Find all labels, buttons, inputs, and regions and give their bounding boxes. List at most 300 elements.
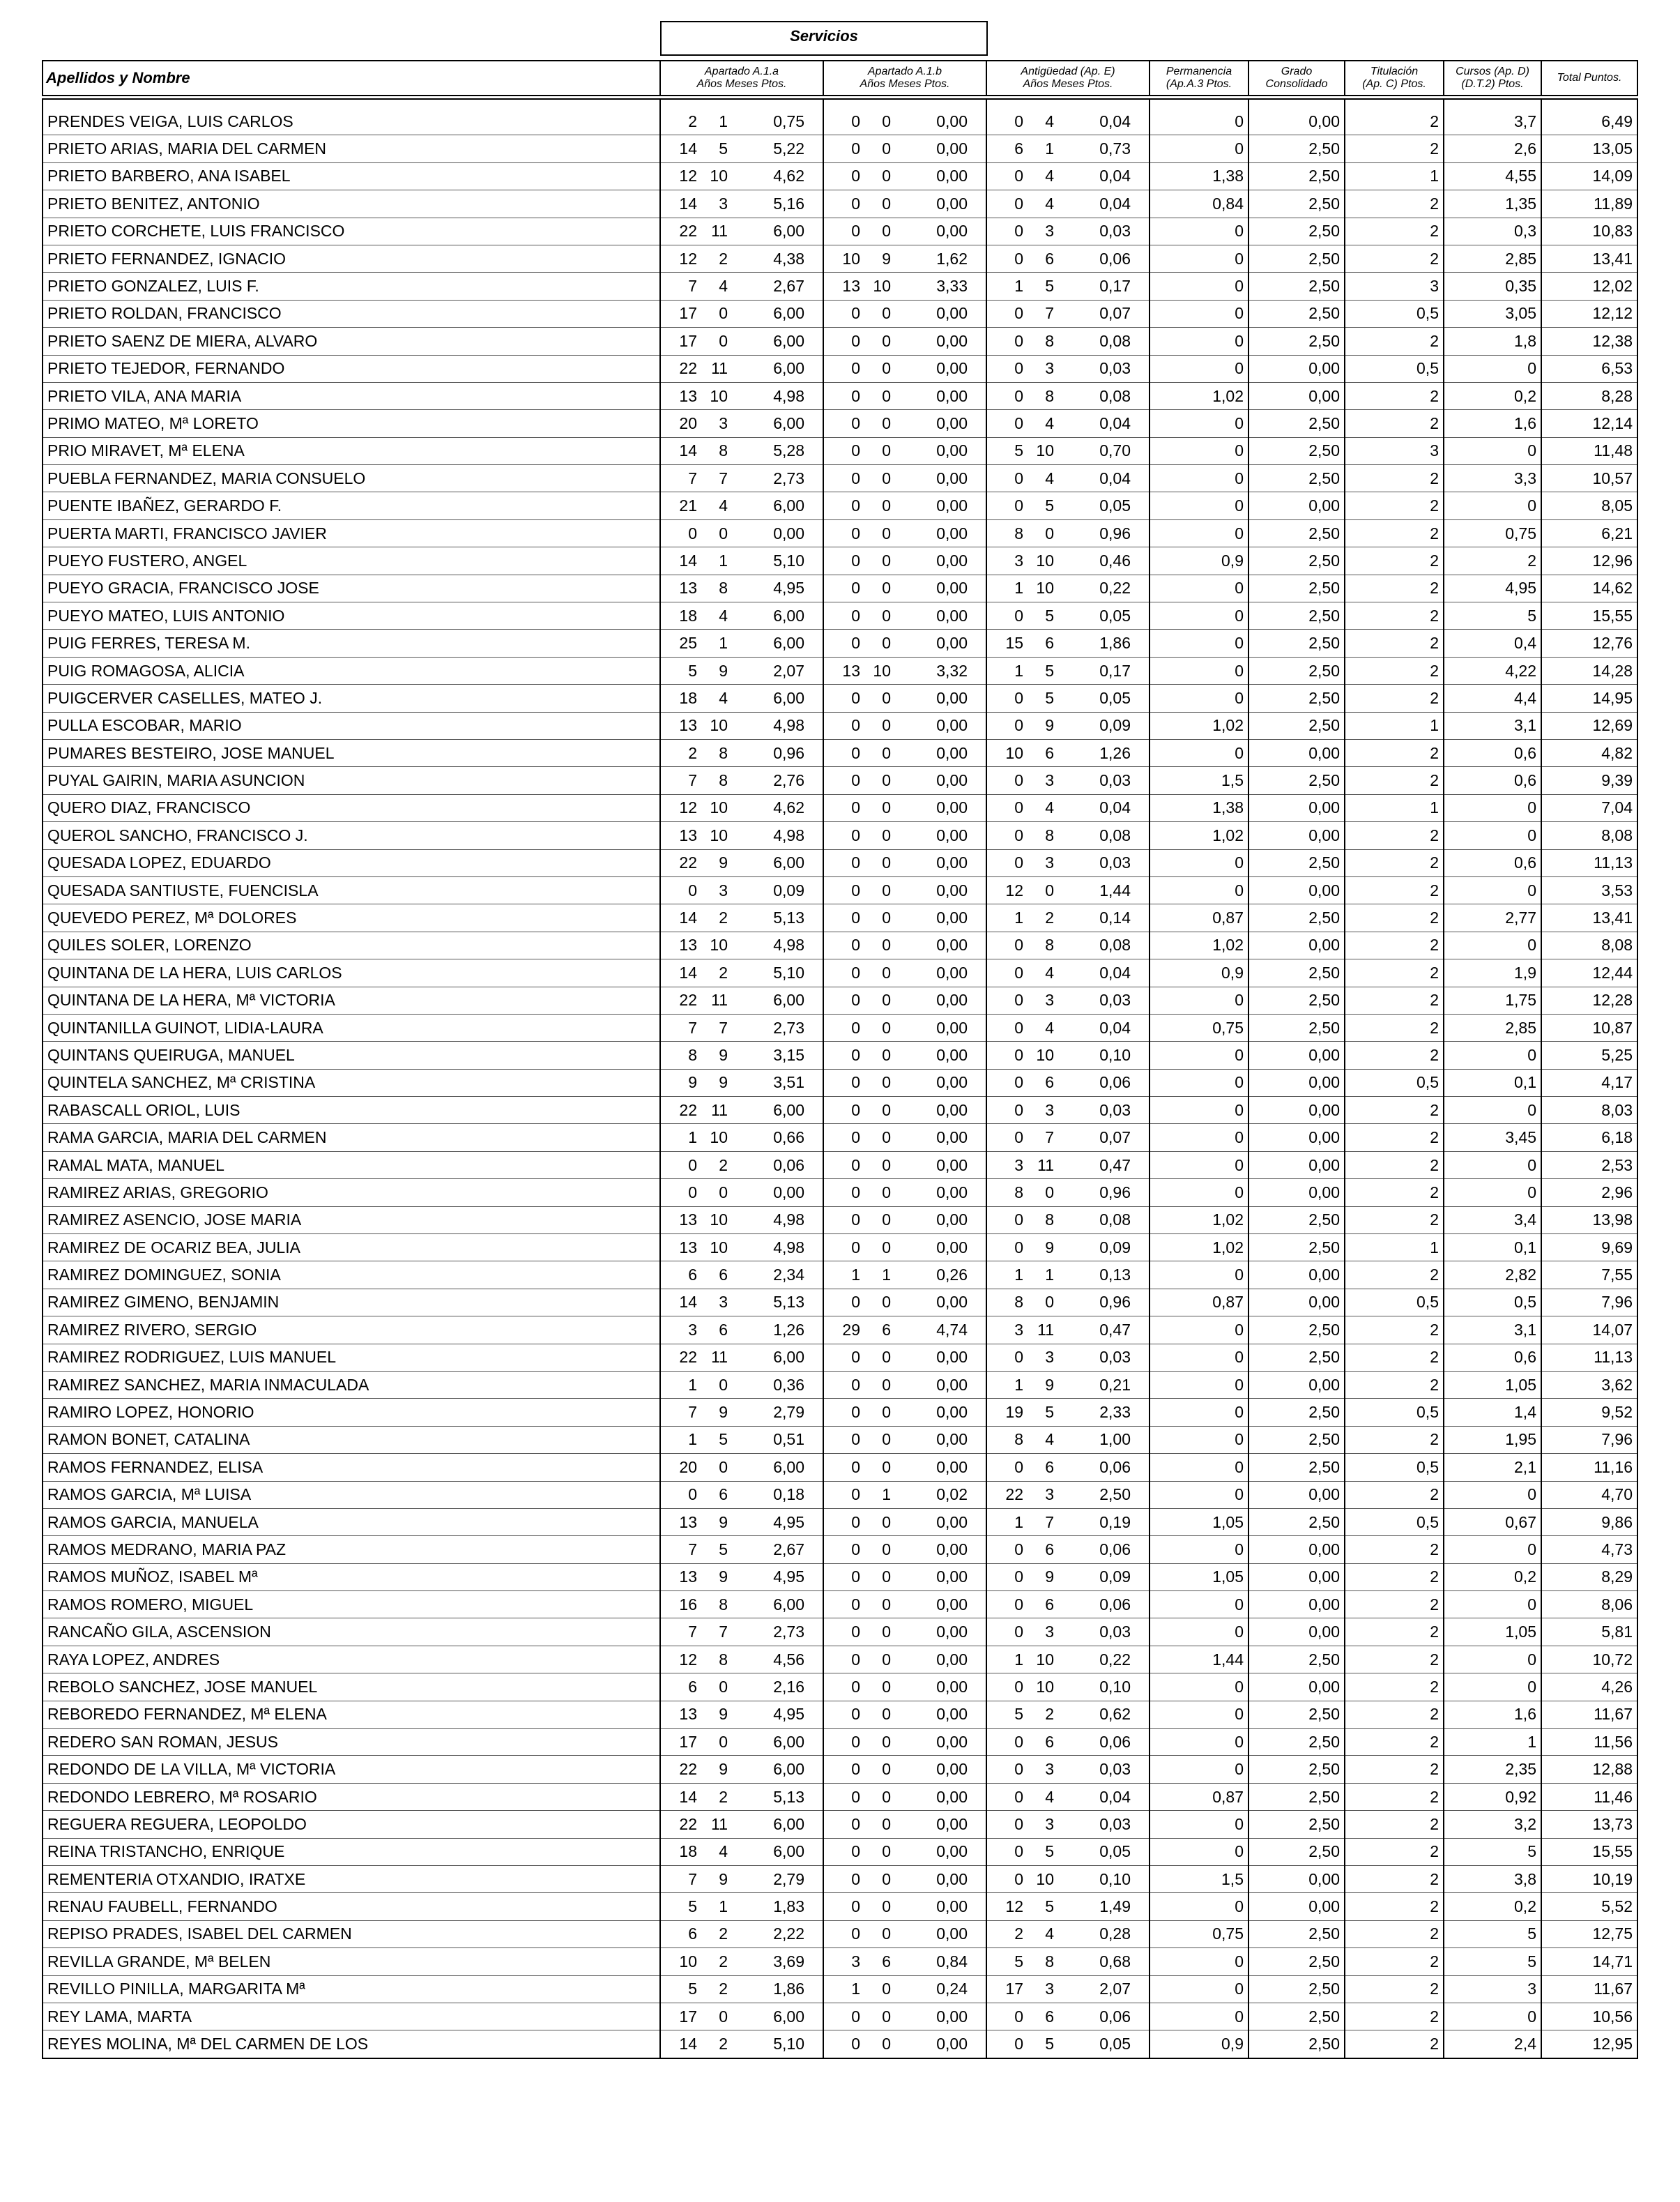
cell-antig-points: 0,70 [1099, 441, 1131, 460]
table-row [43, 1316, 1637, 1344]
cell-a1b-points: 0,00 [936, 1842, 968, 1861]
cell-name: REMENTERIA OTXANDIO, IRATXE [43, 1866, 660, 1893]
cell-titul: 2 [1345, 1536, 1444, 1563]
cell-a1a-months: 0 [719, 1375, 728, 1394]
cell-grado: 2,50 [1248, 2030, 1345, 2058]
cell-titul: 2 [1345, 1042, 1444, 1069]
cell-antig [986, 1563, 1150, 1590]
cell-a1b [823, 1563, 986, 1590]
cell-a1a-months: 9 [719, 1705, 728, 1724]
table-row [43, 1151, 1637, 1178]
table-row [43, 1811, 1637, 1838]
cell-cursos: 0 [1444, 876, 1541, 904]
cell-name: PRIETO ARIAS, MARIA DEL CARMEN [43, 135, 660, 162]
cell-a1b [823, 876, 986, 904]
table-row [43, 1508, 1637, 1535]
cell-a1b-years: 3 [851, 1952, 860, 1971]
cell-a1a [660, 108, 823, 135]
cell-grado: 0,00 [1248, 382, 1345, 409]
cell-a1b-points: 0,00 [936, 743, 968, 762]
cell-a1b-points: 0,00 [936, 1155, 968, 1174]
cell-antig-points: 0,04 [1099, 1787, 1131, 1806]
cell-grado: 2,50 [1248, 987, 1345, 1014]
cell-a1a [660, 355, 823, 382]
cell-antig-years: 5 [1014, 441, 1023, 460]
cell-antig-points: 0,47 [1099, 1320, 1131, 1339]
cell-grado: 2,50 [1248, 1206, 1345, 1233]
cell-antig-years: 0 [1014, 2007, 1023, 2026]
cell-a1b-months: 0 [882, 2007, 891, 2026]
cell-perm: 1,5 [1150, 767, 1248, 794]
cell-a1a-months: 2 [719, 2035, 728, 2053]
cell-a1b-points: 0,00 [936, 331, 968, 350]
cell-a1a [660, 1920, 823, 1947]
cell-a1a-months: 4 [719, 688, 728, 707]
cell-perm: 0 [1150, 1261, 1248, 1289]
cell-a1b-months: 0 [882, 1430, 891, 1449]
cell-a1a-years: 2 [688, 112, 697, 130]
cell-a1a [660, 1454, 823, 1481]
cell-perm: 0 [1150, 739, 1248, 766]
cell-titul: 0,5 [1345, 300, 1444, 327]
cell-a1a-years: 0 [688, 1485, 697, 1504]
cell-a1b [823, 1371, 986, 1398]
cell-a1b-months: 0 [882, 936, 891, 955]
cell-grado: 0,00 [1248, 739, 1345, 766]
table-row [43, 1756, 1637, 1783]
cell-antig-years: 3 [1014, 551, 1023, 570]
cell-antig-points: 0,09 [1099, 1238, 1131, 1256]
cell-grado: 2,50 [1248, 135, 1345, 162]
cell-a1b-years: 0 [851, 606, 860, 625]
cell-titul: 2 [1345, 1591, 1444, 1618]
cell-total: 4,26 [1541, 1673, 1637, 1701]
cell-a1b-points: 0,00 [936, 1128, 968, 1147]
cell-antig [986, 1426, 1150, 1453]
cell-a1a-years: 7 [688, 469, 697, 487]
table-row [43, 300, 1637, 327]
table-row [43, 575, 1637, 602]
cell-antig-points: 0,08 [1099, 386, 1131, 405]
cell-a1b-points: 0,00 [936, 1732, 968, 1751]
cell-total: 12,44 [1541, 959, 1637, 987]
cell-antig [986, 822, 1150, 849]
cell-name: RAMOS ROMERO, MIGUEL [43, 1591, 660, 1618]
cell-cursos: 0,75 [1444, 519, 1541, 547]
cell-name: REDONDO DE LA VILLA, Mª VICTORIA [43, 1756, 660, 1783]
cell-name: PRIETO TEJEDOR, FERNANDO [43, 355, 660, 382]
cell-a1b-points: 0,00 [936, 1348, 968, 1367]
cell-antig-years: 22 [1005, 1485, 1023, 1504]
cell-a1b-points: 0,00 [936, 112, 968, 130]
cell-a1b-years: 0 [851, 1045, 860, 1064]
cell-a1b-months: 0 [882, 1100, 891, 1119]
cell-perm: 0 [1150, 108, 1248, 135]
cell-antig-years: 0 [1014, 112, 1023, 130]
cell-antig-years: 0 [1014, 1760, 1023, 1779]
cell-a1a-points: 4,98 [773, 716, 804, 735]
cell-grado: 0,00 [1248, 1563, 1345, 1590]
cell-a1a-points: 5,22 [773, 139, 804, 158]
table-row [43, 245, 1637, 272]
cell-antig [986, 1729, 1150, 1756]
cell-a1b-months: 0 [882, 606, 891, 625]
cell-total: 10,72 [1541, 1646, 1637, 1673]
cell-antig-years: 0 [1014, 249, 1023, 268]
cell-antig-points: 0,10 [1099, 1677, 1131, 1696]
cell-a1b-years: 0 [851, 1760, 860, 1779]
cell-perm: 0 [1150, 1069, 1248, 1096]
cell-a1a-points: 4,98 [773, 1238, 804, 1256]
cell-a1a [660, 1729, 823, 1756]
cell-a1b-months: 0 [882, 1512, 891, 1531]
cell-a1b-points: 0,00 [936, 936, 968, 955]
cell-a1b-points: 0,00 [936, 826, 968, 844]
cell-a1a-points: 4,62 [773, 167, 804, 185]
cell-perm: 0 [1150, 1042, 1248, 1069]
cell-a1a [660, 932, 823, 959]
cell-perm: 1,44 [1150, 1646, 1248, 1673]
cell-a1b [823, 245, 986, 272]
cell-cursos: 0,35 [1444, 273, 1541, 300]
cell-perm: 0 [1150, 1756, 1248, 1783]
cell-a1a-years: 14 [679, 441, 697, 460]
cell-a1a-points: 6,00 [773, 1814, 804, 1833]
cell-name: RENAU FAUBELL, FERNANDO [43, 1893, 660, 1920]
cell-a1a [660, 657, 823, 684]
cell-a1a-points: 3,15 [773, 1045, 804, 1064]
cell-a1a-points: 2,67 [773, 1540, 804, 1558]
cell-antig-years: 3 [1014, 1155, 1023, 1174]
table-row [43, 1014, 1637, 1041]
cell-antig-years: 0 [1014, 936, 1023, 955]
cell-antig [986, 410, 1150, 437]
cell-a1b-points: 0,02 [936, 1485, 968, 1504]
cell-name: RAMIREZ SANCHEZ, MARIA INMACULADA [43, 1371, 660, 1398]
cell-a1a [660, 739, 823, 766]
cell-antig-years: 1 [1014, 579, 1023, 598]
cell-a1a-months: 2 [719, 1980, 728, 1998]
cell-a1b-years: 0 [851, 743, 860, 762]
cell-a1a-months: 4 [719, 496, 728, 515]
cell-name: RANCAÑO GILA, ASCENSION [43, 1618, 660, 1646]
col-cursos-header: Cursos (Ap. D) (D.T.2) Ptos. [1444, 61, 1541, 98]
cell-a1a [660, 1124, 823, 1151]
cell-titul: 2 [1345, 1646, 1444, 1673]
cell-perm: 0 [1150, 1893, 1248, 1920]
header-row [43, 61, 1637, 98]
cell-a1b-months: 0 [882, 1842, 891, 1861]
table-row [43, 822, 1637, 849]
cell-antig-years: 0 [1014, 496, 1023, 515]
cell-antig-years: 0 [1014, 1677, 1023, 1696]
cell-antig-months: 1 [1045, 1266, 1054, 1284]
cell-a1a-points: 6,00 [773, 359, 804, 378]
cell-a1a-years: 6 [688, 1266, 697, 1284]
cell-a1a-months: 8 [719, 1650, 728, 1669]
table-row [43, 1701, 1637, 1728]
cell-grado: 2,50 [1248, 1838, 1345, 1865]
cell-antig-years: 0 [1014, 2035, 1023, 2053]
table-row [43, 1289, 1637, 1316]
cell-a1b-years: 0 [851, 1650, 860, 1669]
cell-a1a [660, 904, 823, 932]
cell-a1a-points: 6,00 [773, 1760, 804, 1779]
cell-a1a [660, 575, 823, 602]
cell-a1a [660, 1866, 823, 1893]
cell-antig-months: 5 [1045, 277, 1054, 296]
cell-perm: 0,87 [1150, 1783, 1248, 1810]
cell-a1a-years: 13 [679, 826, 697, 844]
cell-a1a [660, 685, 823, 712]
cell-antig-points: 0,03 [1099, 991, 1131, 1010]
cell-antig-months: 3 [1045, 853, 1054, 872]
cell-grado: 2,50 [1248, 575, 1345, 602]
cell-cursos: 0 [1444, 1151, 1541, 1178]
cell-a1a-points: 0,36 [773, 1375, 804, 1394]
cell-a1b-years: 0 [851, 1403, 860, 1422]
cell-grado: 2,50 [1248, 767, 1345, 794]
cell-titul: 1 [1345, 1234, 1444, 1261]
cell-a1a-years: 14 [679, 139, 697, 158]
cell-antig-years: 0 [1014, 771, 1023, 790]
cell-a1b-years: 0 [851, 634, 860, 653]
cell-antig [986, 1536, 1150, 1563]
cell-a1b-months: 1 [882, 1485, 891, 1504]
cell-antig-months: 3 [1045, 1814, 1054, 1833]
cell-perm: 0 [1150, 1097, 1248, 1124]
cell-total: 11,56 [1541, 1729, 1637, 1756]
cell-antig-months: 5 [1045, 606, 1054, 625]
cell-perm: 0 [1150, 355, 1248, 382]
cell-total: 8,29 [1541, 1563, 1637, 1590]
col-grado-header: Grado Consolidado [1248, 61, 1345, 98]
cell-a1b-points: 0,00 [936, 798, 968, 817]
cell-perm: 0 [1150, 218, 1248, 245]
cell-a1b-months: 0 [882, 222, 891, 241]
cell-total: 12,28 [1541, 987, 1637, 1014]
cell-antig-points: 0,03 [1099, 1760, 1131, 1779]
cell-a1a-years: 22 [679, 1100, 697, 1119]
cell-cursos: 3,1 [1444, 712, 1541, 739]
table-row [43, 218, 1637, 245]
cell-perm: 0 [1150, 273, 1248, 300]
cell-a1b [823, 1948, 986, 1975]
cell-antig [986, 1838, 1150, 1865]
cell-a1b-years: 0 [851, 798, 860, 817]
cell-antig-years: 8 [1014, 1430, 1023, 1449]
cell-a1b-months: 0 [882, 1128, 891, 1147]
cell-antig-months: 6 [1045, 1540, 1054, 1558]
cell-antig [986, 190, 1150, 218]
cell-a1a [660, 1371, 823, 1398]
cell-antig [986, 904, 1150, 932]
cell-a1a-years: 6 [688, 1924, 697, 1943]
cell-a1b-years: 0 [851, 1623, 860, 1641]
cell-a1b-points: 0,00 [936, 881, 968, 899]
cell-a1a-months: 0 [719, 1677, 728, 1696]
cell-a1b-months: 0 [882, 1869, 891, 1888]
cell-a1b-months: 0 [882, 1073, 891, 1092]
cell-antig-months: 3 [1045, 991, 1054, 1010]
cell-cursos: 2,82 [1444, 1261, 1541, 1289]
cell-a1b-points: 0,00 [936, 909, 968, 927]
cell-a1b-points: 0,00 [936, 963, 968, 982]
cell-grado: 0,00 [1248, 1591, 1345, 1618]
cell-a1b [823, 657, 986, 684]
cell-a1b-years: 0 [851, 771, 860, 790]
cell-cursos: 0 [1444, 355, 1541, 382]
cell-grado: 2,50 [1248, 849, 1345, 876]
cell-a1b-months: 0 [882, 634, 891, 653]
cell-a1a-years: 13 [679, 936, 697, 955]
cell-a1b-years: 0 [851, 826, 860, 844]
cell-a1b-months: 0 [882, 496, 891, 515]
cell-grado: 0,00 [1248, 1289, 1345, 1316]
cell-a1a-points: 2,67 [773, 277, 804, 296]
cell-antig-years: 0 [1014, 963, 1023, 982]
cell-perm: 0 [1150, 1536, 1248, 1563]
cell-a1a-months: 11 [711, 1100, 728, 1119]
cell-a1b-months: 0 [882, 304, 891, 323]
cell-a1b-months: 0 [882, 413, 891, 432]
cell-a1b-points: 0,00 [936, 469, 968, 487]
cell-titul: 2 [1345, 1014, 1444, 1041]
table-row [43, 1261, 1637, 1289]
cell-a1a [660, 602, 823, 630]
cell-grado: 2,50 [1248, 2003, 1345, 2030]
cell-perm: 1,05 [1150, 1508, 1248, 1535]
cell-a1a-months: 11 [711, 991, 728, 1010]
cell-titul: 2 [1345, 1893, 1444, 1920]
cell-a1b [823, 273, 986, 300]
cell-antig-months: 8 [1045, 1210, 1054, 1229]
cell-a1a-months: 9 [719, 1760, 728, 1779]
cell-total: 11,16 [1541, 1454, 1637, 1481]
table-row [43, 2003, 1637, 2030]
cell-a1b-years: 0 [851, 991, 860, 1010]
cell-antig-months: 3 [1045, 1980, 1054, 1998]
cell-a1b [823, 1646, 986, 1673]
cell-total: 8,03 [1541, 1097, 1637, 1124]
cell-antig-years: 0 [1014, 1814, 1023, 1833]
cell-antig-points: 0,09 [1099, 716, 1131, 735]
cell-antig-points: 0,04 [1099, 112, 1131, 130]
cell-a1b [823, 1618, 986, 1646]
cell-a1a-months: 6 [719, 1485, 728, 1504]
cell-antig-years: 15 [1005, 634, 1023, 653]
cell-grado: 0,00 [1248, 1069, 1345, 1096]
cell-antig [986, 849, 1150, 876]
cell-a1a-points: 1,83 [773, 1897, 804, 1916]
cell-a1a-months: 0 [719, 304, 728, 323]
cell-name: REINA TRISTANCHO, ENRIQUE [43, 1838, 660, 1865]
cell-a1a [660, 218, 823, 245]
cell-antig-years: 1 [1014, 909, 1023, 927]
col-antig-header: Antigüedad (Ap. E) Años Meses Ptos. [986, 61, 1150, 98]
cell-a1a-years: 14 [679, 1293, 697, 1312]
cell-a1b-years: 0 [851, 1210, 860, 1229]
cell-total: 2,53 [1541, 1151, 1637, 1178]
cell-a1b-months: 0 [882, 853, 891, 872]
cell-titul: 2 [1345, 1618, 1444, 1646]
cell-antig-points: 0,08 [1099, 1210, 1131, 1229]
cell-antig-points: 0,03 [1099, 1348, 1131, 1367]
cell-a1a-points: 1,86 [773, 1980, 804, 1998]
cell-perm: 0 [1150, 1618, 1248, 1646]
col-total-header: Total Puntos. [1541, 61, 1637, 98]
cell-grado: 2,50 [1248, 712, 1345, 739]
cell-name: PRIETO GONZALEZ, LUIS F. [43, 273, 660, 300]
cell-a1a-months: 9 [719, 853, 728, 872]
cell-a1b-years: 0 [851, 386, 860, 405]
cell-a1b-years: 0 [851, 194, 860, 213]
cell-a1a-years: 3 [688, 1320, 697, 1339]
cell-a1a-years: 13 [679, 386, 697, 405]
cell-name: REGUERA REGUERA, LEOPOLDO [43, 1811, 660, 1838]
cell-a1b-months: 0 [882, 991, 891, 1010]
cell-antig-months: 2 [1045, 1705, 1054, 1724]
cell-total: 15,55 [1541, 602, 1637, 630]
cell-antig [986, 547, 1150, 575]
cell-a1b-years: 0 [851, 1869, 860, 1888]
cell-name: PUMARES BESTEIRO, JOSE MANUEL [43, 739, 660, 766]
cell-a1b-months: 0 [882, 1760, 891, 1779]
cell-total: 4,17 [1541, 1069, 1637, 1096]
cell-a1a-months: 8 [719, 743, 728, 762]
cell-a1a [660, 1179, 823, 1206]
cell-a1b [823, 190, 986, 218]
table-row [43, 1042, 1637, 1069]
cell-a1a [660, 382, 823, 409]
cell-a1a-years: 13 [679, 1512, 697, 1531]
cell-total: 6,18 [1541, 1124, 1637, 1151]
cell-name: RAMIRO LOPEZ, HONORIO [43, 1399, 660, 1426]
cell-a1a-months: 11 [711, 1348, 728, 1367]
cell-cursos: 0 [1444, 492, 1541, 519]
col-titul-header: Titulación (Ap. C) Ptos. [1345, 61, 1444, 98]
cell-name: PUYAL GAIRIN, MARIA ASUNCION [43, 767, 660, 794]
cell-a1b-months: 0 [882, 963, 891, 982]
cell-a1b-years: 0 [851, 1457, 860, 1476]
cell-a1b-points: 0,84 [936, 1952, 968, 1971]
cell-antig-points: 0,06 [1099, 249, 1131, 268]
cell-cursos: 1,6 [1444, 410, 1541, 437]
col-perm-header: Permanencia (Ap.A.3 Ptos. [1150, 61, 1248, 98]
cell-a1b-years: 0 [851, 2035, 860, 2053]
cell-cursos: 3 [1444, 1975, 1541, 2003]
cell-perm: 0 [1150, 1591, 1248, 1618]
cell-a1a-points: 6,00 [773, 1348, 804, 1367]
cell-a1a [660, 465, 823, 492]
table-row [43, 1481, 1637, 1508]
cell-cursos: 0 [1444, 1481, 1541, 1508]
cell-a1a-years: 20 [679, 413, 697, 432]
table-row [43, 1975, 1637, 2003]
cell-a1a [660, 1481, 823, 1508]
cell-total: 7,96 [1541, 1289, 1637, 1316]
cell-a1b [823, 1289, 986, 1316]
cell-antig-points: 0,06 [1099, 2007, 1131, 2026]
cell-a1b-years: 0 [851, 1293, 860, 1312]
cell-total: 10,87 [1541, 1014, 1637, 1041]
table-row [43, 1536, 1637, 1563]
cell-a1b-points: 0,00 [936, 1567, 968, 1586]
cell-grado: 0,00 [1248, 492, 1345, 519]
table-row [43, 1618, 1637, 1646]
cell-name: RAMAL MATA, MANUEL [43, 1151, 660, 1178]
cell-perm: 0,9 [1150, 547, 1248, 575]
